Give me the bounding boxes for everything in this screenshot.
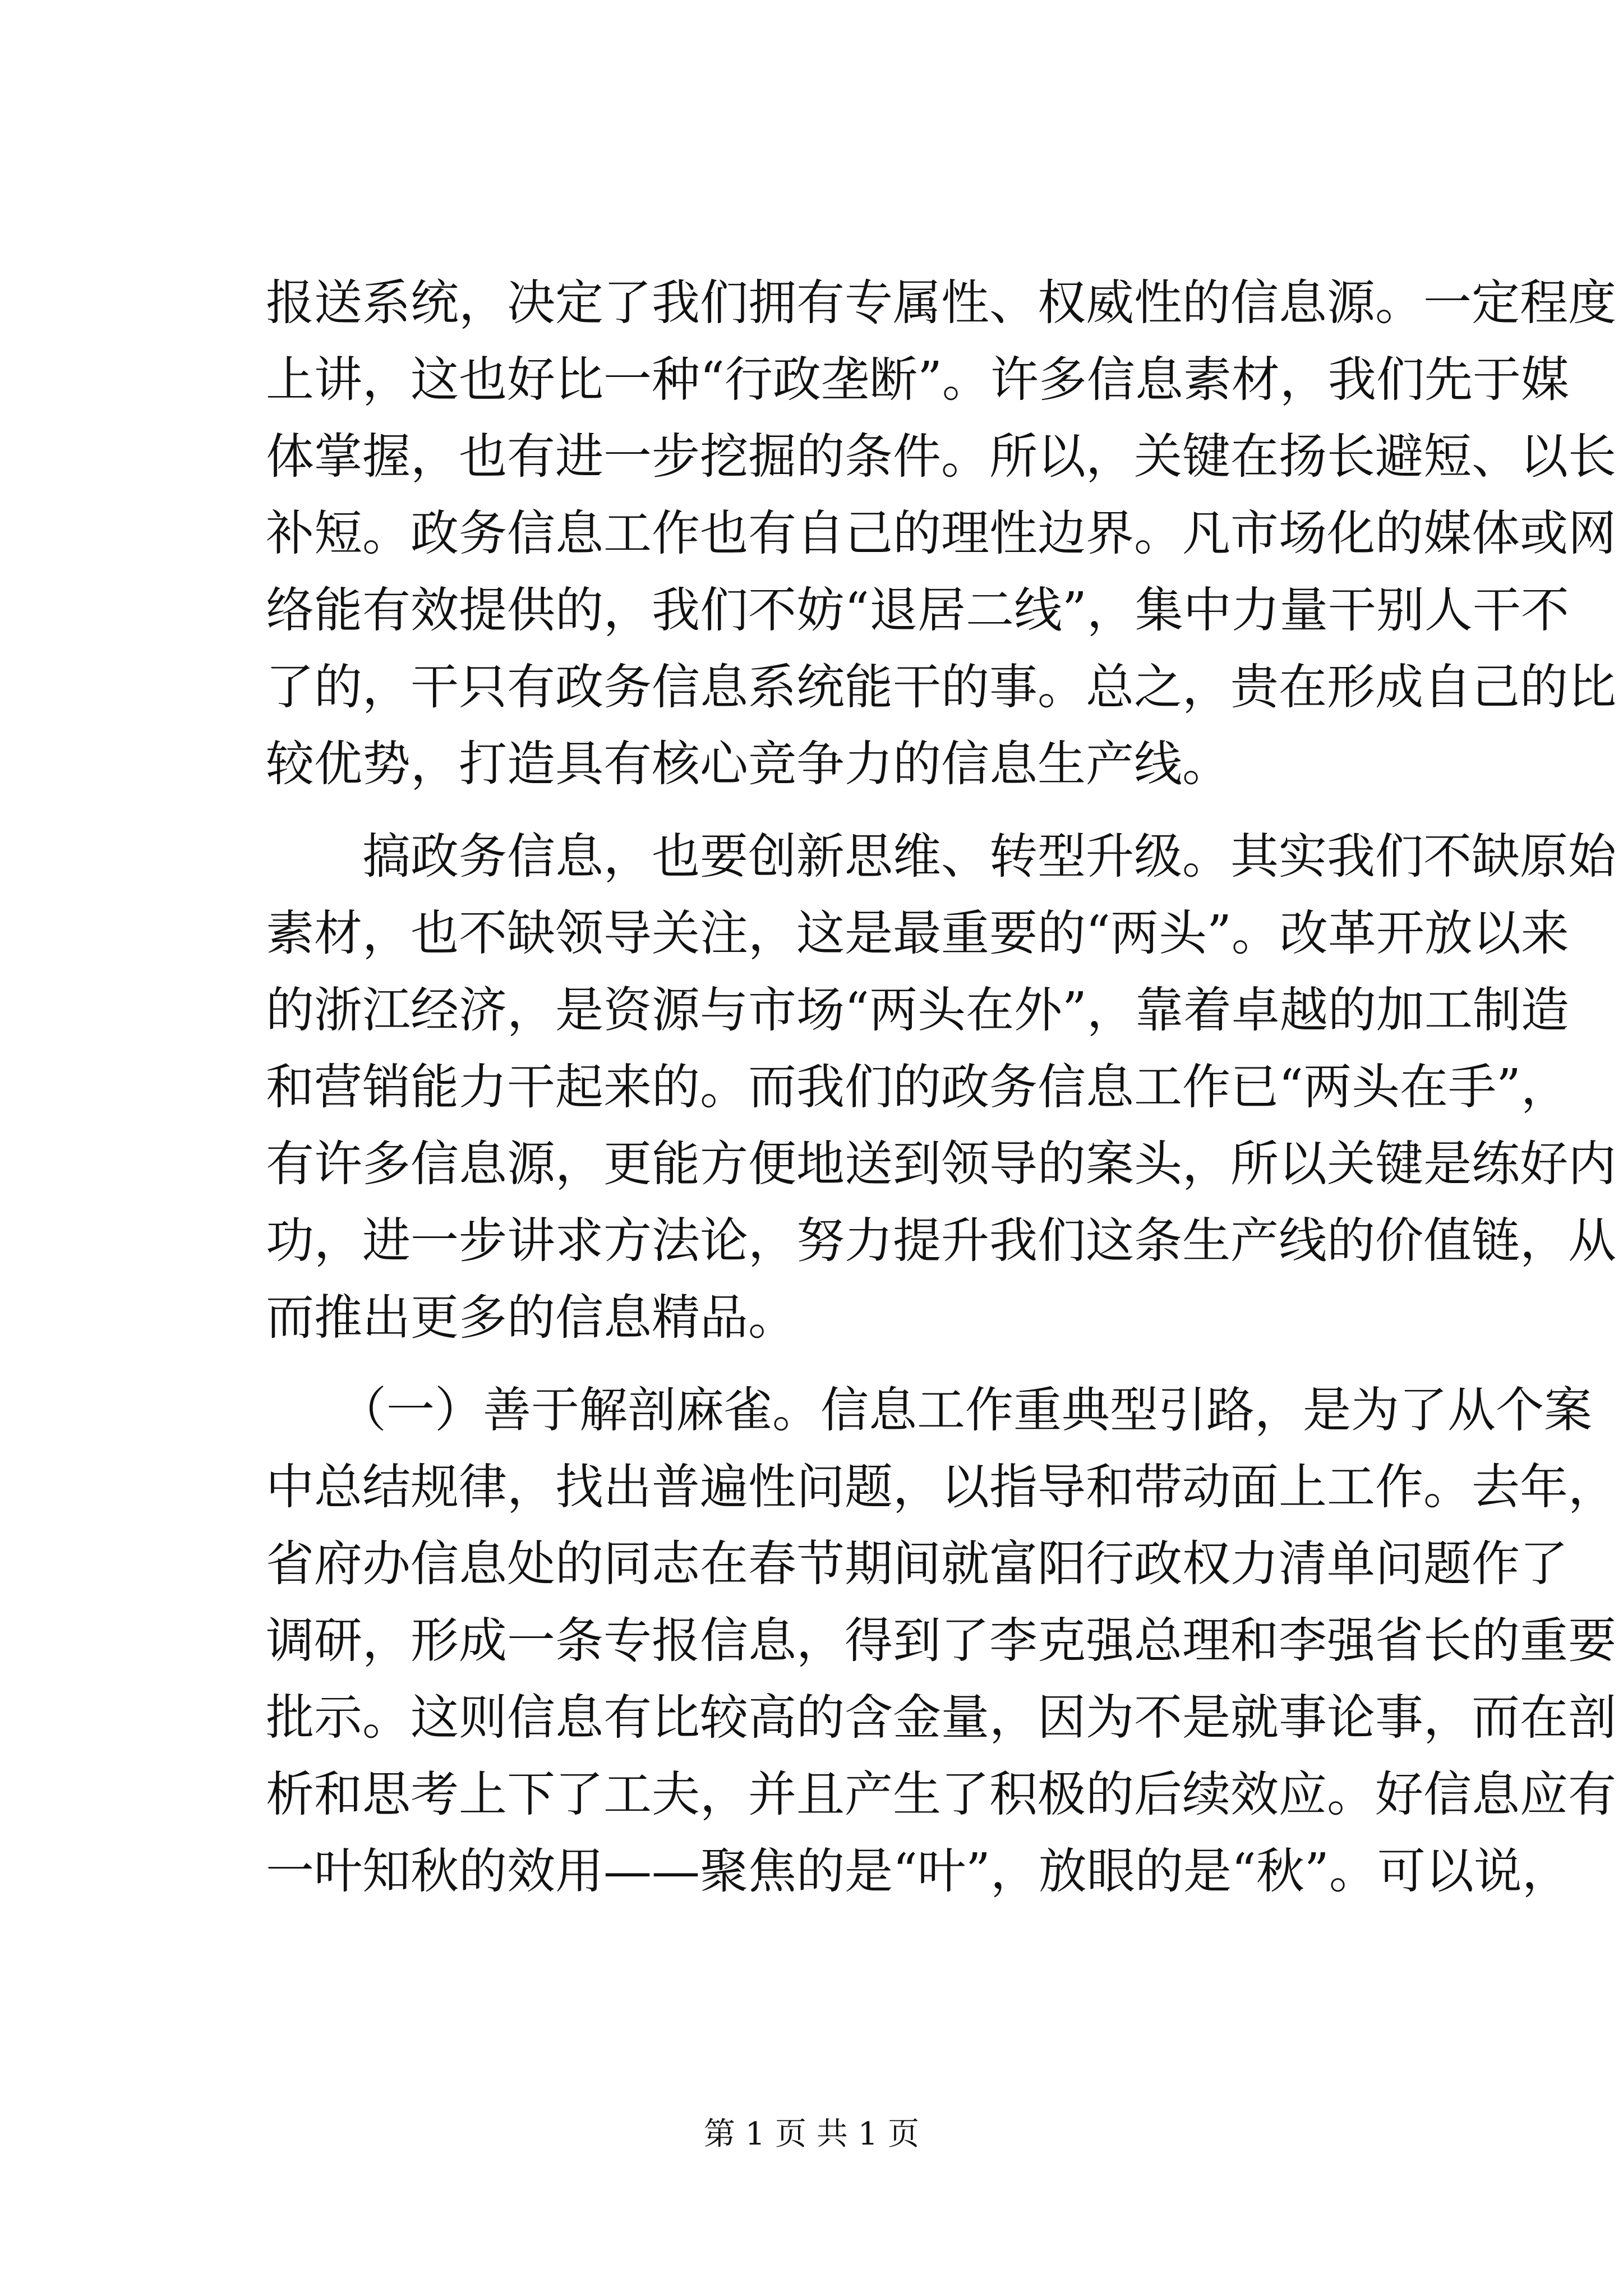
- text-line: 调研，形成一条专报信息，得到了李克强总理和李强省长的重要: [266, 1613, 1616, 1669]
- text-line: 批示。这则信息有比较高的含金量，因为不是就事论事，而在剖: [266, 1690, 1616, 1746]
- text-line: 功，进一步讲求方法论，努力提升我们这条生产线的价值链，从: [266, 1213, 1616, 1269]
- text-line: 上讲，这也好比一种“行政垄断”。许多信息素材，我们先于媒: [266, 352, 1569, 408]
- text-line: 省府办信息处的同志在春节期间就富阳行政权力清单问题作了: [266, 1536, 1568, 1592]
- text-line: 中总结规律，找出普遍性问题，以指导和带动面上工作。去年，: [266, 1459, 1616, 1515]
- paragraph-spacer: [266, 1356, 1410, 1372]
- text-line: 素材，也不缺领导关注，这是最重要的“两头”。改革开放以来: [266, 905, 1569, 961]
- text-line: 一叶知秋的效用——聚焦的是“叶”，放眼的是“秋”。可以说，: [266, 1843, 1570, 1899]
- paragraph-1: [266, 265, 1616, 803]
- paragraph-3: [266, 1372, 1616, 1910]
- text-line: 而推出更多的信息精品。: [266, 1290, 796, 1346]
- document-body: [266, 265, 1616, 1910]
- text-line: 了的，干只有政务信息系统能干的事。总之，贵在形成自己的比: [266, 659, 1616, 715]
- text-line: 的浙江经济，是资源与市场“两头在外”，靠着卓越的加工制造: [266, 982, 1569, 1038]
- page-number-footer: 第 1 页 共 1 页: [703, 2116, 920, 2152]
- paragraph-spacer: [266, 803, 1410, 818]
- text-line: 体掌握，也有进一步挖掘的条件。所以，关键在扬长避短、以长: [266, 429, 1616, 485]
- text-line: （一）善于解剖麻雀。信息工作重典型引路，是为了从个案: [266, 1382, 1592, 1438]
- text-line: 析和思考上下了工夫，并且产生了积极的后续效应。好信息应有: [266, 1766, 1616, 1823]
- text-line: 络能有效提供的，我们不妨“退居二线”，集中力量干别人干不: [266, 582, 1569, 638]
- text-line: 和营销能力干起来的。而我们的政务信息工作已“两头在手”，: [266, 1059, 1569, 1115]
- text-line: 较优势，打造具有核心竞争力的信息生产线。: [266, 736, 1230, 792]
- text-line: 补短。政务信息工作也有自己的理性边界。凡市场化的媒体或网: [266, 505, 1616, 562]
- text-line: 搞政务信息，也要创新思维、转型升级。其实我们不缺原始: [266, 829, 1616, 885]
- text-line: 有许多信息源，更能方便地送到领导的案头，所以关键是练好内: [266, 1136, 1616, 1192]
- paragraph-2: [266, 818, 1616, 1356]
- text-line: 报送系统，决定了我们拥有专属性、权威性的信息源。一定程度: [266, 275, 1616, 331]
